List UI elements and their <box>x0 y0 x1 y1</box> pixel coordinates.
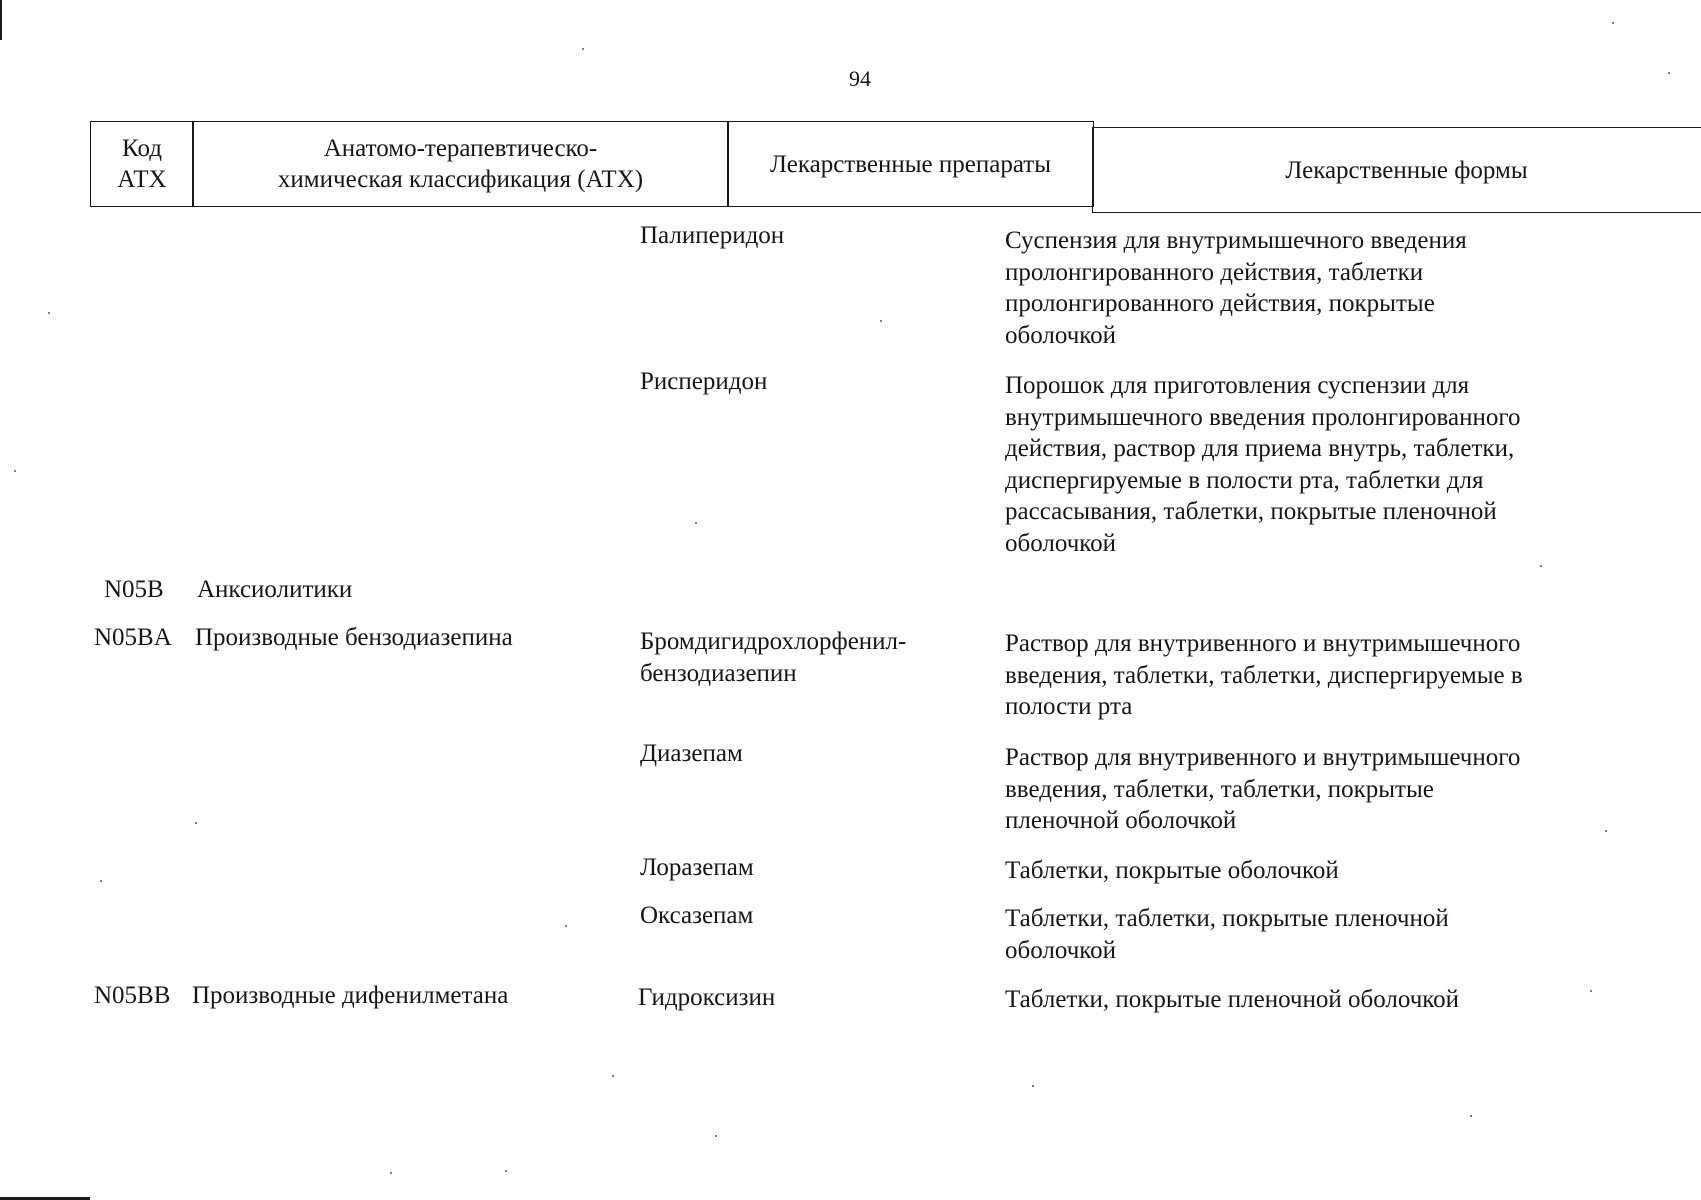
scan-speck <box>880 320 882 322</box>
scan-speck <box>14 470 16 472</box>
header-code-label: Код АТХ <box>117 135 167 193</box>
dosage-forms: Таблетки, покрытые пленочной оболочкой <box>1005 986 1460 1013</box>
scan-edge-left <box>0 0 2 40</box>
header-forms <box>1092 127 1701 213</box>
atx-group-name: Производные дифенилметана <box>192 982 509 1009</box>
scan-speck <box>100 880 102 882</box>
header-atx-label: Анатомо-терапевтическо- химическая классификация (АТХ) <box>277 135 644 193</box>
scan-speck <box>612 1075 614 1077</box>
atx-group-name: Анксиолитики <box>197 576 353 603</box>
dosage-forms: Порошок для приготовления суспензии для внутримышечного введения пролонгированного действия, раствор для приема внутрь, таблетки, диспергируемые в полости рта, таблетки для рассасывания, таблетки, покрытые пленочной оболочкой <box>1005 372 1521 557</box>
dosage-forms: Таблетки, таблетки, покрытые пленочной оболочкой <box>1005 905 1449 964</box>
drug-name: Гидроксизин <box>638 984 776 1011</box>
scan-speck <box>1605 830 1607 832</box>
drug-name: Рисперидон <box>640 368 768 395</box>
header-atx-classification <box>192 121 729 207</box>
dosage-forms: Раствор для внутривенного и внутримышечного введения, таблетки, таблетки, диспергируемые в полости рта <box>1005 630 1523 720</box>
dosage-forms: Таблетки, покрытые оболочкой <box>1005 857 1339 884</box>
scan-speck <box>505 1170 507 1172</box>
atx-code: N05BA <box>94 624 172 651</box>
header-code-atx <box>90 121 194 207</box>
scan-speck <box>1612 22 1614 24</box>
dosage-forms: Раствор для внутривенного и внутримышечного введения, таблетки, таблетки, покрытые пленочной оболочкой <box>1005 744 1521 834</box>
atx-group-name: Производные бензодиазепина <box>195 624 513 651</box>
scan-speck <box>715 1135 717 1137</box>
header-drugs <box>727 121 1094 207</box>
scan-speck <box>1540 565 1542 567</box>
drug-name: Оксазепам <box>640 902 754 929</box>
dosage-forms: Суспензия для внутримышечного введения пролонгированного действия, таблетки пролонгированного действия, покрытые оболочкой <box>1005 227 1467 349</box>
drug-name: Палиперидон <box>640 222 785 249</box>
drug-name: Диазепам <box>640 740 743 767</box>
drug-name: Лоразепам <box>640 854 754 881</box>
scan-speck <box>48 312 50 314</box>
page-number: 94 <box>849 66 871 91</box>
atx-code: N05BB <box>94 982 171 1009</box>
scan-speck <box>1668 72 1670 74</box>
scan-speck <box>1590 990 1592 992</box>
scan-speck <box>565 925 567 927</box>
atx-code: N05B <box>104 576 164 603</box>
scan-speck <box>1470 1115 1472 1117</box>
table-header <box>90 121 1630 209</box>
header-drugs-label: Лекарственные препараты <box>769 150 1052 178</box>
scan-speck <box>195 822 197 824</box>
scan-speck <box>695 522 697 524</box>
scan-speck <box>390 1172 392 1174</box>
scan-speck <box>1032 1085 1034 1087</box>
drug-name: Бромдигидрохлорфенил- бензодиазепин <box>640 628 907 687</box>
scan-speck <box>582 48 584 50</box>
header-forms-label: Лекарственные формы <box>1285 156 1528 184</box>
